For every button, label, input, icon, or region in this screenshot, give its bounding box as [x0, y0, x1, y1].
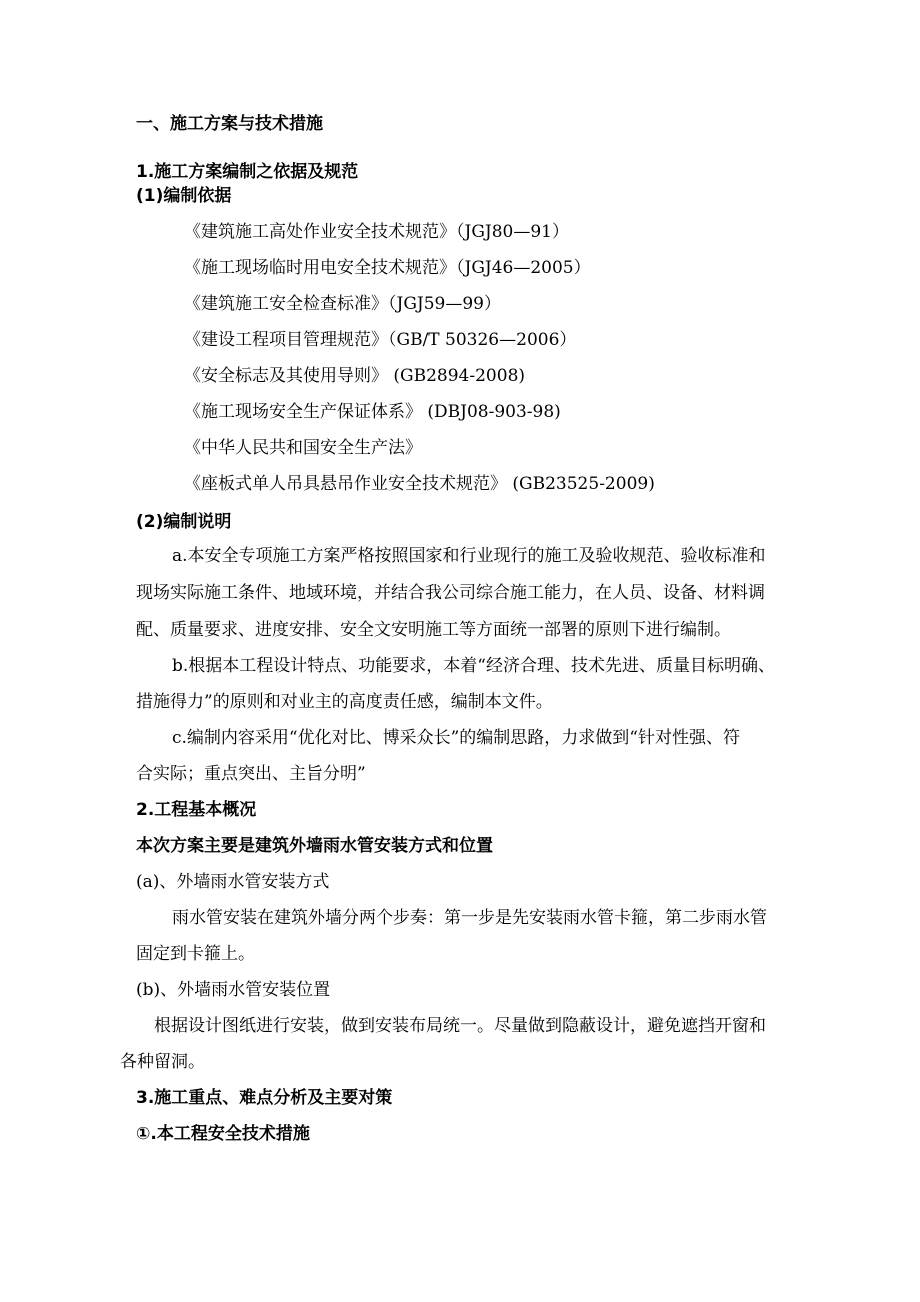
reference-item: 《中华人民共和国安全生产法》: [184, 438, 422, 458]
reference-item: 《施工现场临时用电安全技术规范》（JGJ46—2005）: [184, 258, 591, 278]
section-2-title: 2.工程基本概况: [136, 800, 257, 820]
paragraph-line: 现场实际施工条件、地域环境，并结合我公司综合施工能力，在人员、设备、材料调: [136, 583, 765, 603]
section-title: 一、施工方案与技术措施: [136, 114, 323, 134]
section-2-b-title: (b)、外墙雨水管安装位置: [136, 980, 331, 1000]
reference-item: 《建设工程项目管理规范》（GB/T 50326—2006）: [184, 330, 577, 350]
paragraph-line: a.本安全专项施工方案严格按照国家和行业现行的施工及验收规范、验收标准和: [172, 546, 766, 566]
paragraph-line: 各种留洞。: [120, 1052, 205, 1072]
reference-item: 《建筑施工高处作业安全技术规范》（JGJ80—91）: [184, 222, 569, 242]
paragraph-line: 雨水管安装在建筑外墙分两个步奏：第一步是先安装雨水管卡箍，第二步雨水管: [172, 908, 767, 928]
section-1-sub2: (2)编制说明: [136, 512, 232, 532]
paragraph-line: 固定到卡箍上。: [136, 944, 255, 964]
section-2-summary: 本次方案主要是建筑外墙雨水管安装方式和位置: [136, 836, 493, 856]
reference-item: 《建筑施工安全检查标准》（JGJ59—99）: [184, 294, 501, 314]
paragraph-line: 配、质量要求、进度安排、安全文安明施工等方面统一部署的原则下进行编制。: [136, 620, 731, 640]
section-3-title: 3.施工重点、难点分析及主要对策: [136, 1088, 393, 1108]
section-3-sub1: ①.本工程安全技术措施: [136, 1124, 310, 1144]
paragraph-line: 根据设计图纸进行安装，做到安装布局统一。尽量做到隐蔽设计，避免遮挡开窗和: [154, 1016, 766, 1036]
section-2-a-title: (a)、外墙雨水管安装方式: [136, 872, 330, 892]
paragraph-line: c.编制内容采用“优化对比、博采众长”的编制思路，力求做到“针对性强、符: [172, 728, 740, 748]
paragraph-line: 合实际；重点突出、主旨分明”: [136, 764, 366, 784]
section-1-title: 1.施工方案编制之依据及规范: [136, 162, 359, 182]
reference-item: 《施工现场安全生产保证体系》 (DBJ08-903-98): [184, 402, 561, 422]
section-1-sub1: (1)编制依据: [136, 186, 232, 206]
paragraph-line: 措施得力”的原则和对业主的高度责任感，编制本文件。: [136, 692, 553, 712]
paragraph-line: b.根据本工程设计特点、功能要求，本着“经济合理、技术先进、质量目标明确、: [172, 656, 775, 676]
reference-item: 《安全标志及其使用导则》 (GB2894-2008): [184, 366, 526, 386]
reference-item: 《座板式单人吊具悬吊作业安全技术规范》 (GB23525-2009): [184, 474, 655, 494]
